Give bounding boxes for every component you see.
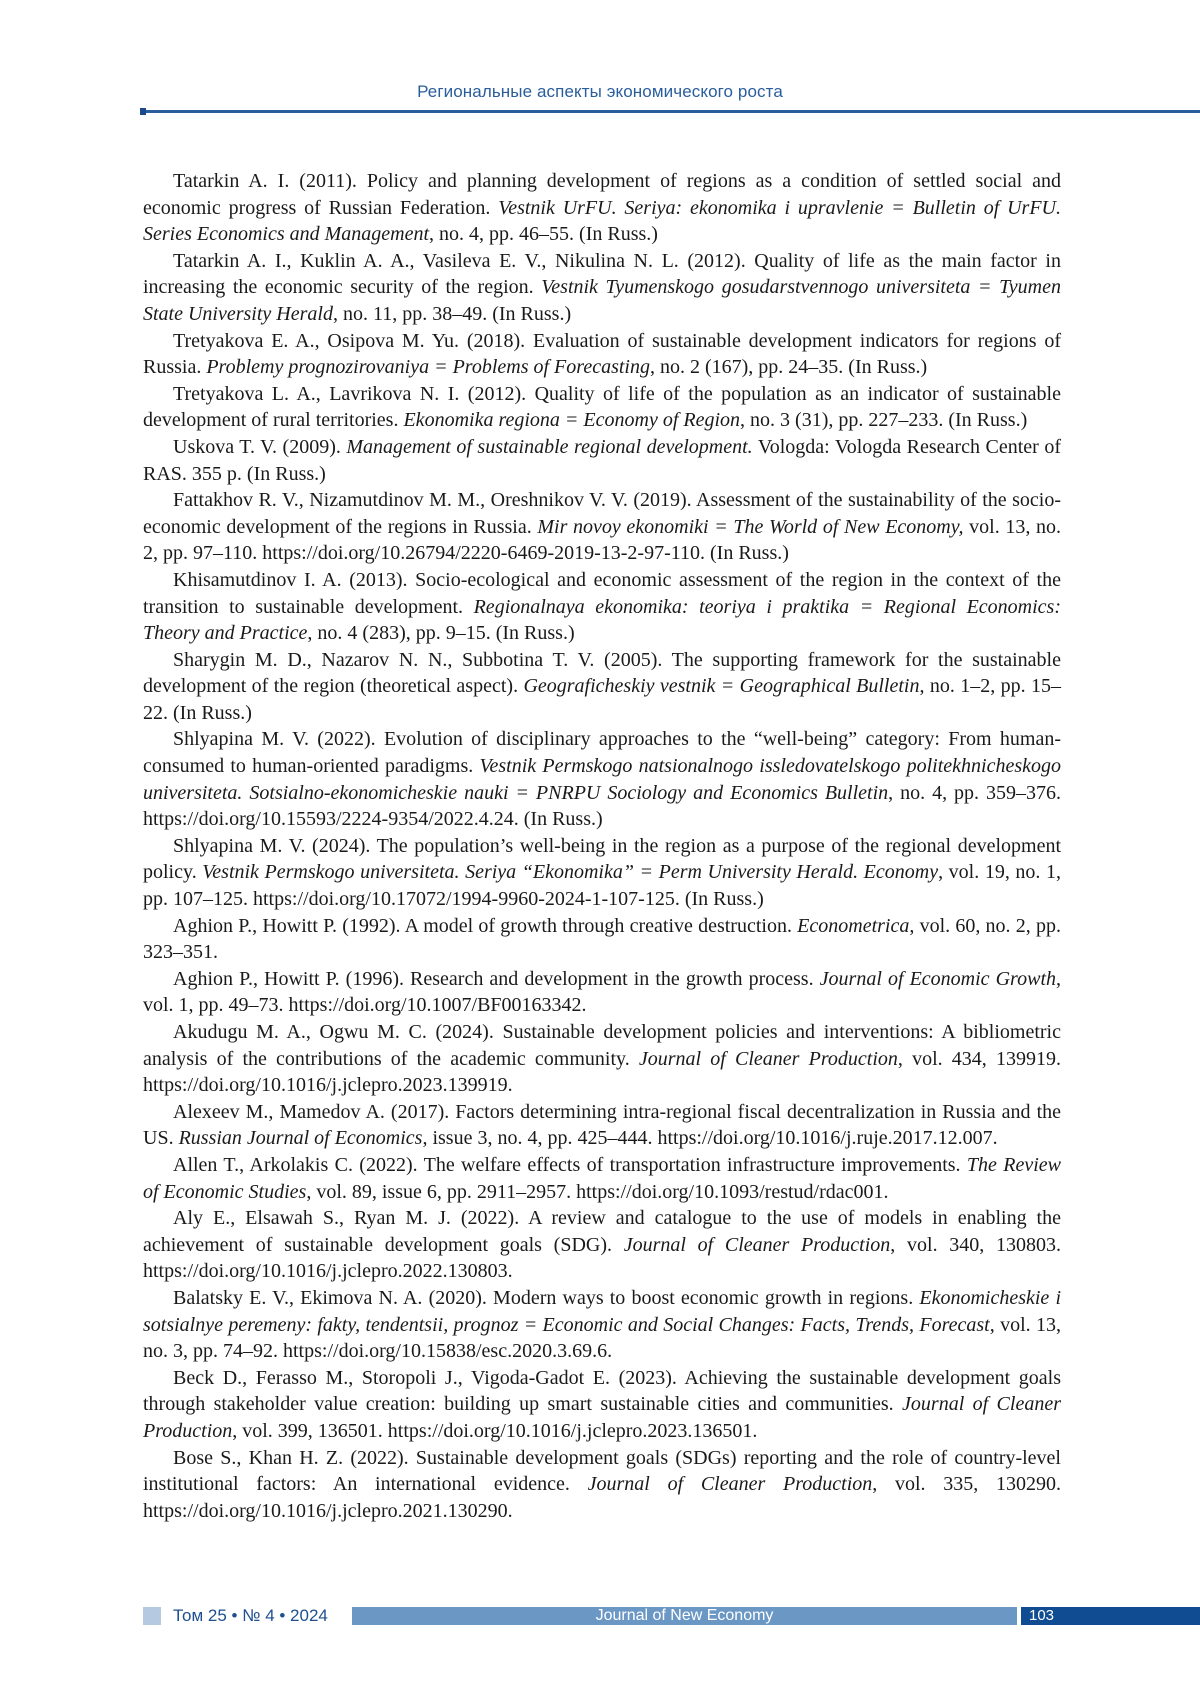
reference-entry — [143, 1365, 1061, 1445]
reference-text: , no. 2 (167), pp. 24–35. (In Russ.) — [650, 356, 927, 378]
reference-text: , vol. 19, no. 1, pp. 107–125. https://doi.org/10.17072/1994-9960-2024-1-107-125. (In Russ.) — [143, 861, 1061, 910]
reference-text: Aly E., Elsawah S., Ryan M. J. (2022). A review and catalogue to the use of models in enabling the achievement of sustainable development goals (SDG). — [143, 1207, 1061, 1256]
reference-entry — [143, 487, 1061, 567]
footer-page-number: 103 — [1021, 1607, 1200, 1625]
reference-source-title: Mir novoy ekonomiki = The World of New Economy, — [537, 516, 963, 538]
running-header-title: Региональные аспекты экономического роста — [0, 82, 1200, 102]
reference-source-title: Management of sustainable regional development. — [346, 436, 752, 458]
reference-text: , vol. 89, issue 6, pp. 2911–2957. https://doi.org/10.1093/restud/rdac001. — [306, 1181, 888, 1203]
reference-text: Akudugu M. A., Ogwu M. C. (2024). Sustainable development policies and interventions: A biblio­metric analysis of the contributions of the academic community. — [143, 1021, 1061, 1070]
reference-source-title: Problemy prognozirovaniya = Problems of Forecasting — [206, 356, 650, 378]
header-rule-marker — [140, 108, 146, 115]
reference-source-title: Regionalnaya ekonomika: teoriya i praktika = Regional Eco­nomics: Theory and Practice — [143, 596, 1061, 645]
reference-entry — [143, 913, 1061, 966]
reference-text: Bose S., Khan H. Z. (2022). Sustainable development goals (SDGs) reporting and the role of country-level institutional factors: An international evidence. — [143, 1447, 1061, 1496]
reference-entry — [143, 381, 1061, 434]
reference-entry — [143, 1019, 1061, 1099]
reference-text: , no. 4 (283), pp. 9–15. (In Russ.) — [307, 622, 574, 644]
header-rule — [140, 110, 1200, 113]
reference-text: Khisamutdinov I. A. (2013). Socio-ecological and economic assessment of the region in the context of the transition to sustainable development. — [143, 569, 1061, 618]
reference-source-title: Econometrica — [797, 915, 909, 937]
reference-entry — [143, 328, 1061, 381]
reference-text: Fattakhov R. V., Nizamutdinov M. M., Oreshnikov V. V. (2019). Assessment of the sustainability of the socio-economic development of the regions in Russia. — [143, 489, 1061, 538]
reference-text: Sharygin M. D., Nazarov N. N., Subbotina T. V. (2005). The supporting framework for the sustainable development of the region (theoretical aspect). — [143, 649, 1061, 698]
reference-source-title: Ekonom­icheskie i sotsialnye peremeny: fakty, tendentsii, prognoz = Economic and Social Changes: Facts, Trends, Forecast — [143, 1287, 1061, 1336]
reference-text: , no. 4, pp. 46–55. (In Russ.) — [429, 223, 658, 245]
reference-entry — [143, 833, 1061, 913]
reference-source-title: Vestnik UrFU. Seriya: ekonomika i upravlenie = Bulletin of UrFU. Series Economics and Management — [143, 197, 1061, 246]
reference-text: Allen T., Arkolakis C. (2022). The welfare effects of transportation infrastructure improvements. — [173, 1154, 967, 1176]
reference-text: , vol. 335, 130290. https://doi.org/10.1016/j.jclepro.2021.130290. — [143, 1473, 1061, 1522]
reference-text: , vol. 399, 136501. https://doi.org/10.1016/j.jclepro.2023.136501. — [232, 1420, 757, 1442]
reference-text: vol. 13, no. 2, pp. 97–110. https://doi.org/10.26794/2220-6469-2019-13-2-97-110. (In Russ.) — [143, 516, 1061, 565]
reference-text: Tretyakova L. A., Lavrikova N. I. (2012). Quality of life of the population as an indicator of sustain­able development of rural territories. — [143, 383, 1061, 432]
reference-text: , vol. 13, no. 3, pp. 74–92. https://doi.org/10.15838/esc.2020.3.69.6. — [143, 1314, 1061, 1363]
reference-text: , vol. 1, pp. 49–73. https://doi.org/10.1007/BF00163342. — [143, 968, 1061, 1017]
reference-entry — [143, 434, 1061, 487]
reference-source-title: Russian Journal of Economics — [179, 1127, 423, 1149]
reference-text: , issue 3, no. 4, pp. 425–444. https://doi.org/10.1016/j.​ruje.2017.12.007. — [422, 1127, 997, 1149]
reference-text: Aghion P., Howitt P. (1996). Research and development in the growth process. — [173, 968, 820, 990]
reference-entry — [143, 1205, 1061, 1285]
reference-text: Balatsky E. V., Ekimova N. A. (2020). Modern ways to boost economic growth in regions. — [173, 1287, 919, 1309]
reference-entry — [143, 1285, 1061, 1365]
reference-text: , no. 3 (31), pp. 227–233. (In Russ.) — [740, 409, 1027, 431]
reference-text: , vol. 60, no. 2, pp. 323–351. — [143, 915, 1061, 964]
reference-entry — [143, 1152, 1061, 1205]
reference-text: , vol. 340, 130803. https://doi.org/10.1016/j.jclepro.2022.130803. — [143, 1234, 1061, 1283]
reference-source-title: Journal of Cleaner Production — [624, 1234, 891, 1256]
reference-source-title: Geograficheskiy vestnik = Geographical Bulletin — [523, 675, 919, 697]
reference-source-title: The Review of Economic Studies — [143, 1154, 1061, 1203]
footer-volume-issue: Том 25 • № 4 • 2024 — [173, 1606, 328, 1626]
reference-entry — [143, 248, 1061, 328]
reference-source-title: Vestnik Permskogo natsionalnogo issledovatelskogo po­litekhnicheskogo universiteta. Sotsialno-ekonomicheskie nauki = PNRPU Sociology and Economics Bulletin — [143, 755, 1061, 804]
reference-text: Tatarkin A. I., Kuklin A. A., Vasileva E. V., Nikulina N. L. (2012). Quality of life as the main factor in increasing the economic security of the region. — [143, 250, 1061, 299]
page-footer — [0, 1606, 1200, 1626]
reference-entry — [143, 966, 1061, 1019]
footer-square — [143, 1607, 161, 1625]
reference-source-title: Journal of Cleaner Production — [143, 1393, 1061, 1442]
footer-journal-name: Journal of New Economy — [352, 1607, 1017, 1625]
reference-text: Vologda: Vologda Research Center of RAS. 355 p. (In Russ.) — [143, 436, 1061, 485]
reference-text: Tretyakova E. A., Osipova M. Yu. (2018). Evaluation of sustainable development indicators for re­gions of Russia. — [143, 330, 1061, 379]
reference-source-title: Vestnik Permskogo universiteta. Seriya “Ekonomika” = Perm University Herald. Economy — [202, 861, 938, 883]
reference-entry — [143, 168, 1061, 248]
reference-entry — [143, 726, 1061, 832]
reference-text: Shlyapina M. V. (2022). Evolution of disciplinary approaches to the “well-being” category: From human-consumed to human-oriented paradigms. — [143, 728, 1061, 777]
reference-text: Aghion P., Howitt P. (1992). A model of growth through creative destruction. — [173, 915, 797, 937]
reference-entry — [143, 647, 1061, 727]
reference-source-title: Journal of Cleaner Production — [639, 1048, 898, 1070]
reference-entry — [143, 567, 1061, 647]
reference-source-title: Vestnik Tyumenskogo gosudarstvennogo universiteta = Tyumen State University Herald — [143, 276, 1061, 325]
reference-text: Tatarkin A. I. (2011). Policy and planning development of regions as a condition of settled social and economic progress of Russian Federation. — [143, 170, 1061, 219]
reference-text: Alexeev M., Mamedov A. (2017). Factors determining intra-regional fiscal decentralization in Rus­sia and the US. — [143, 1101, 1061, 1150]
reference-text: , no. 11, pp. 38–49. (In Russ.) — [333, 303, 571, 325]
reference-text: , no. 1–2, pp. 15–22. (In Russ.) — [143, 675, 1061, 724]
reference-text: Uskova T. V. (2009). — [173, 436, 346, 458]
reference-source-title: Journal of Economic Growth — [820, 968, 1056, 990]
reference-entry — [143, 1445, 1061, 1525]
reference-text: , vol. 434, 139919. https://doi.org/10.1016/j.jclepro.2023.139919. — [143, 1048, 1061, 1097]
reference-text: Shlyapina M. V. (2024). The population’s well-being in the region as a purpose of the regional devel­opment policy. — [143, 835, 1061, 884]
references-list — [143, 168, 1061, 1524]
reference-source-title: Journal of Cleaner Production — [588, 1473, 873, 1495]
reference-text: Beck D., Ferasso M., Storopoli J., Vigoda-Gadot E. (2023). Achieving the sustainable development goals through stakeholder value creation: building up smart sustainable cities and communities. — [143, 1367, 1061, 1416]
reference-text: , no. 4, pp. 359–376. https://doi.org/10.15593/2224-9354/2022.4.24. (In Russ.) — [143, 782, 1061, 831]
reference-source-title: Ekonomika regiona = Economy of Region — [403, 409, 740, 431]
reference-entry — [143, 1099, 1061, 1152]
